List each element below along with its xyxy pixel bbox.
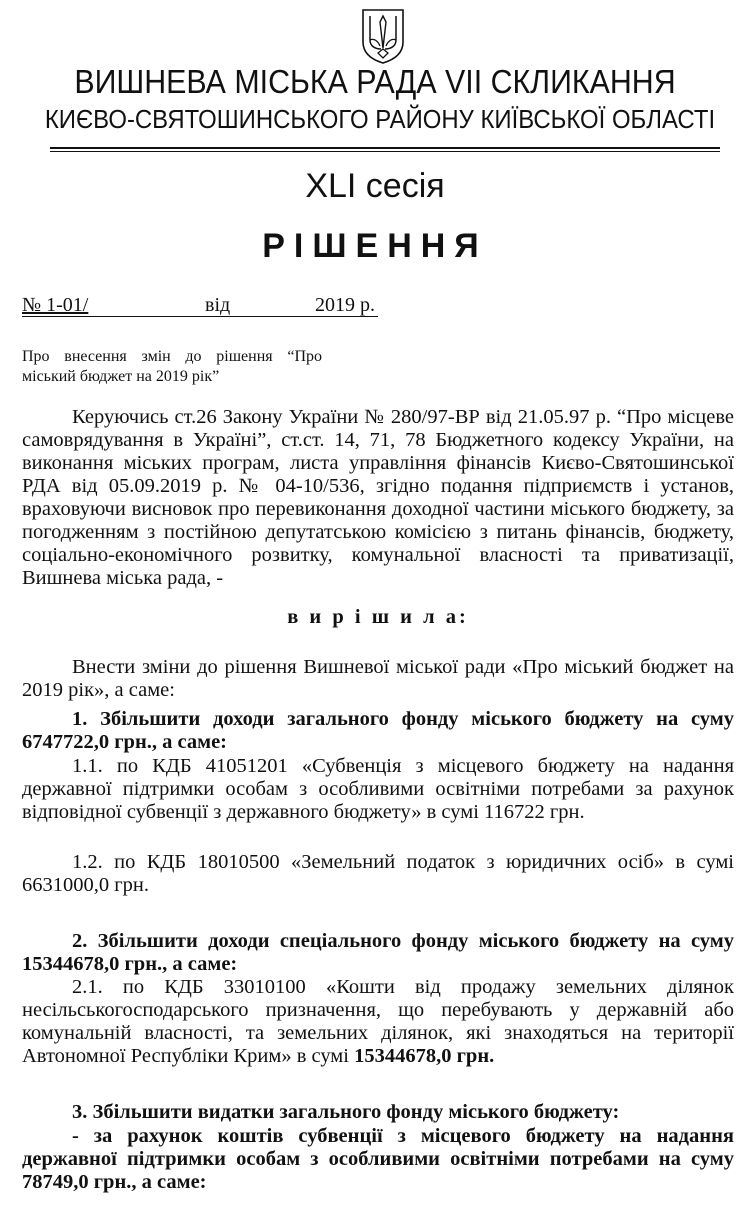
number-date-underline xyxy=(22,316,378,317)
item-2-1 xyxy=(22,976,734,1068)
document-number: № 1-01/ xyxy=(22,294,89,316)
resolved-heading: в и р і ш и л а: xyxy=(287,606,469,628)
coat-of-arms-emblem xyxy=(359,8,407,64)
document-year: 2019 р. xyxy=(315,294,375,316)
session-label: XLI сесія xyxy=(305,167,445,205)
header-divider xyxy=(50,147,720,149)
header-divider-thin xyxy=(50,151,720,152)
decision-subject xyxy=(22,347,322,387)
section-1-title: 1. Збільшити доходи загального фонду міського бюджету на суму 6747722,0 грн., а саме: xyxy=(22,708,734,753)
date-from-label: від xyxy=(205,294,231,316)
district-title: КИЄВО-СВЯТОШИНСЬКОГО РАЙОНУ КИЇВСЬКОЇ ОБЛАСТІ xyxy=(44,104,716,134)
intro-paragraph: Внести зміни до рішення Вишневої міської ради «Про міський бюджет на 2019 рік», а саме: xyxy=(22,656,734,701)
section-3-subtitle: - за рахунок коштів субвенції з місцевого бюджету на надання державної підтримки особам з особливими освітніми потребами на суму 78749,0 грн., а саме: xyxy=(22,1125,734,1193)
item-2-1-text: 2.1. по КДБ 33010100 «Кошти від продажу земельних ділянок несільськогосподарського призначення, що перебувають у державній або комунальній власності, та земельних ділянок, які знаходяться на території Автономної Республіки Крим» в сумі xyxy=(22,976,734,1067)
council-title: ВИШНЕВА МІСЬКА РАДА VII СКЛИКАННЯ xyxy=(74,63,676,100)
document-type: РІШЕННЯ xyxy=(262,227,488,265)
item-2-1-sum: 15344678,0 грн. xyxy=(354,1045,495,1067)
item-1-1: 1.1. по КДБ 41051201 «Субвенція з місцевого бюджету на надання державної підтримки особам з особливими освітніми потребами за рахунок відповідної субвенції з державного бюджету» в сумі 116722 грн. xyxy=(22,755,734,823)
subject-line-2: міський бюджет на 2019 рік” xyxy=(22,368,220,385)
section-2-title: 2. Збільшити доходи спеціального фонду міського бюджету на суму 15344678,0 грн., а саме: xyxy=(22,930,734,975)
subject-line-1: Про внесення змін до рішення “Про xyxy=(22,348,322,365)
item-1-2: 1.2. по КДБ 18010500 «Земельний податок з юридичних осіб» в сумі 6631000,0 грн. xyxy=(22,851,734,896)
preamble-paragraph: Керуючись ст.26 Закону України № 280/97-ВР від 21.05.97 р. “Про місцеве самоврядування в Україні”, ст.ст. 14, 71, 78 Бюджетного кодексу України, на виконання міських програм, листа управління фінансів Києво-Святошинської РДА від 05.09.2019 р. № 04-10/536, згідно подання підприємств і установ, враховуючи висновок про перевиконання доходної частини міського бюджету, за погодженням з постійною депутатською комісією з питань фінансів, бюджету, соціально-економічного розвитку, комунальної власності та приватизації, Вишнева міська рада, - xyxy=(22,406,734,589)
section-3-title: 3. Збільшити видатки загального фонду міського бюджету: xyxy=(72,1101,620,1123)
